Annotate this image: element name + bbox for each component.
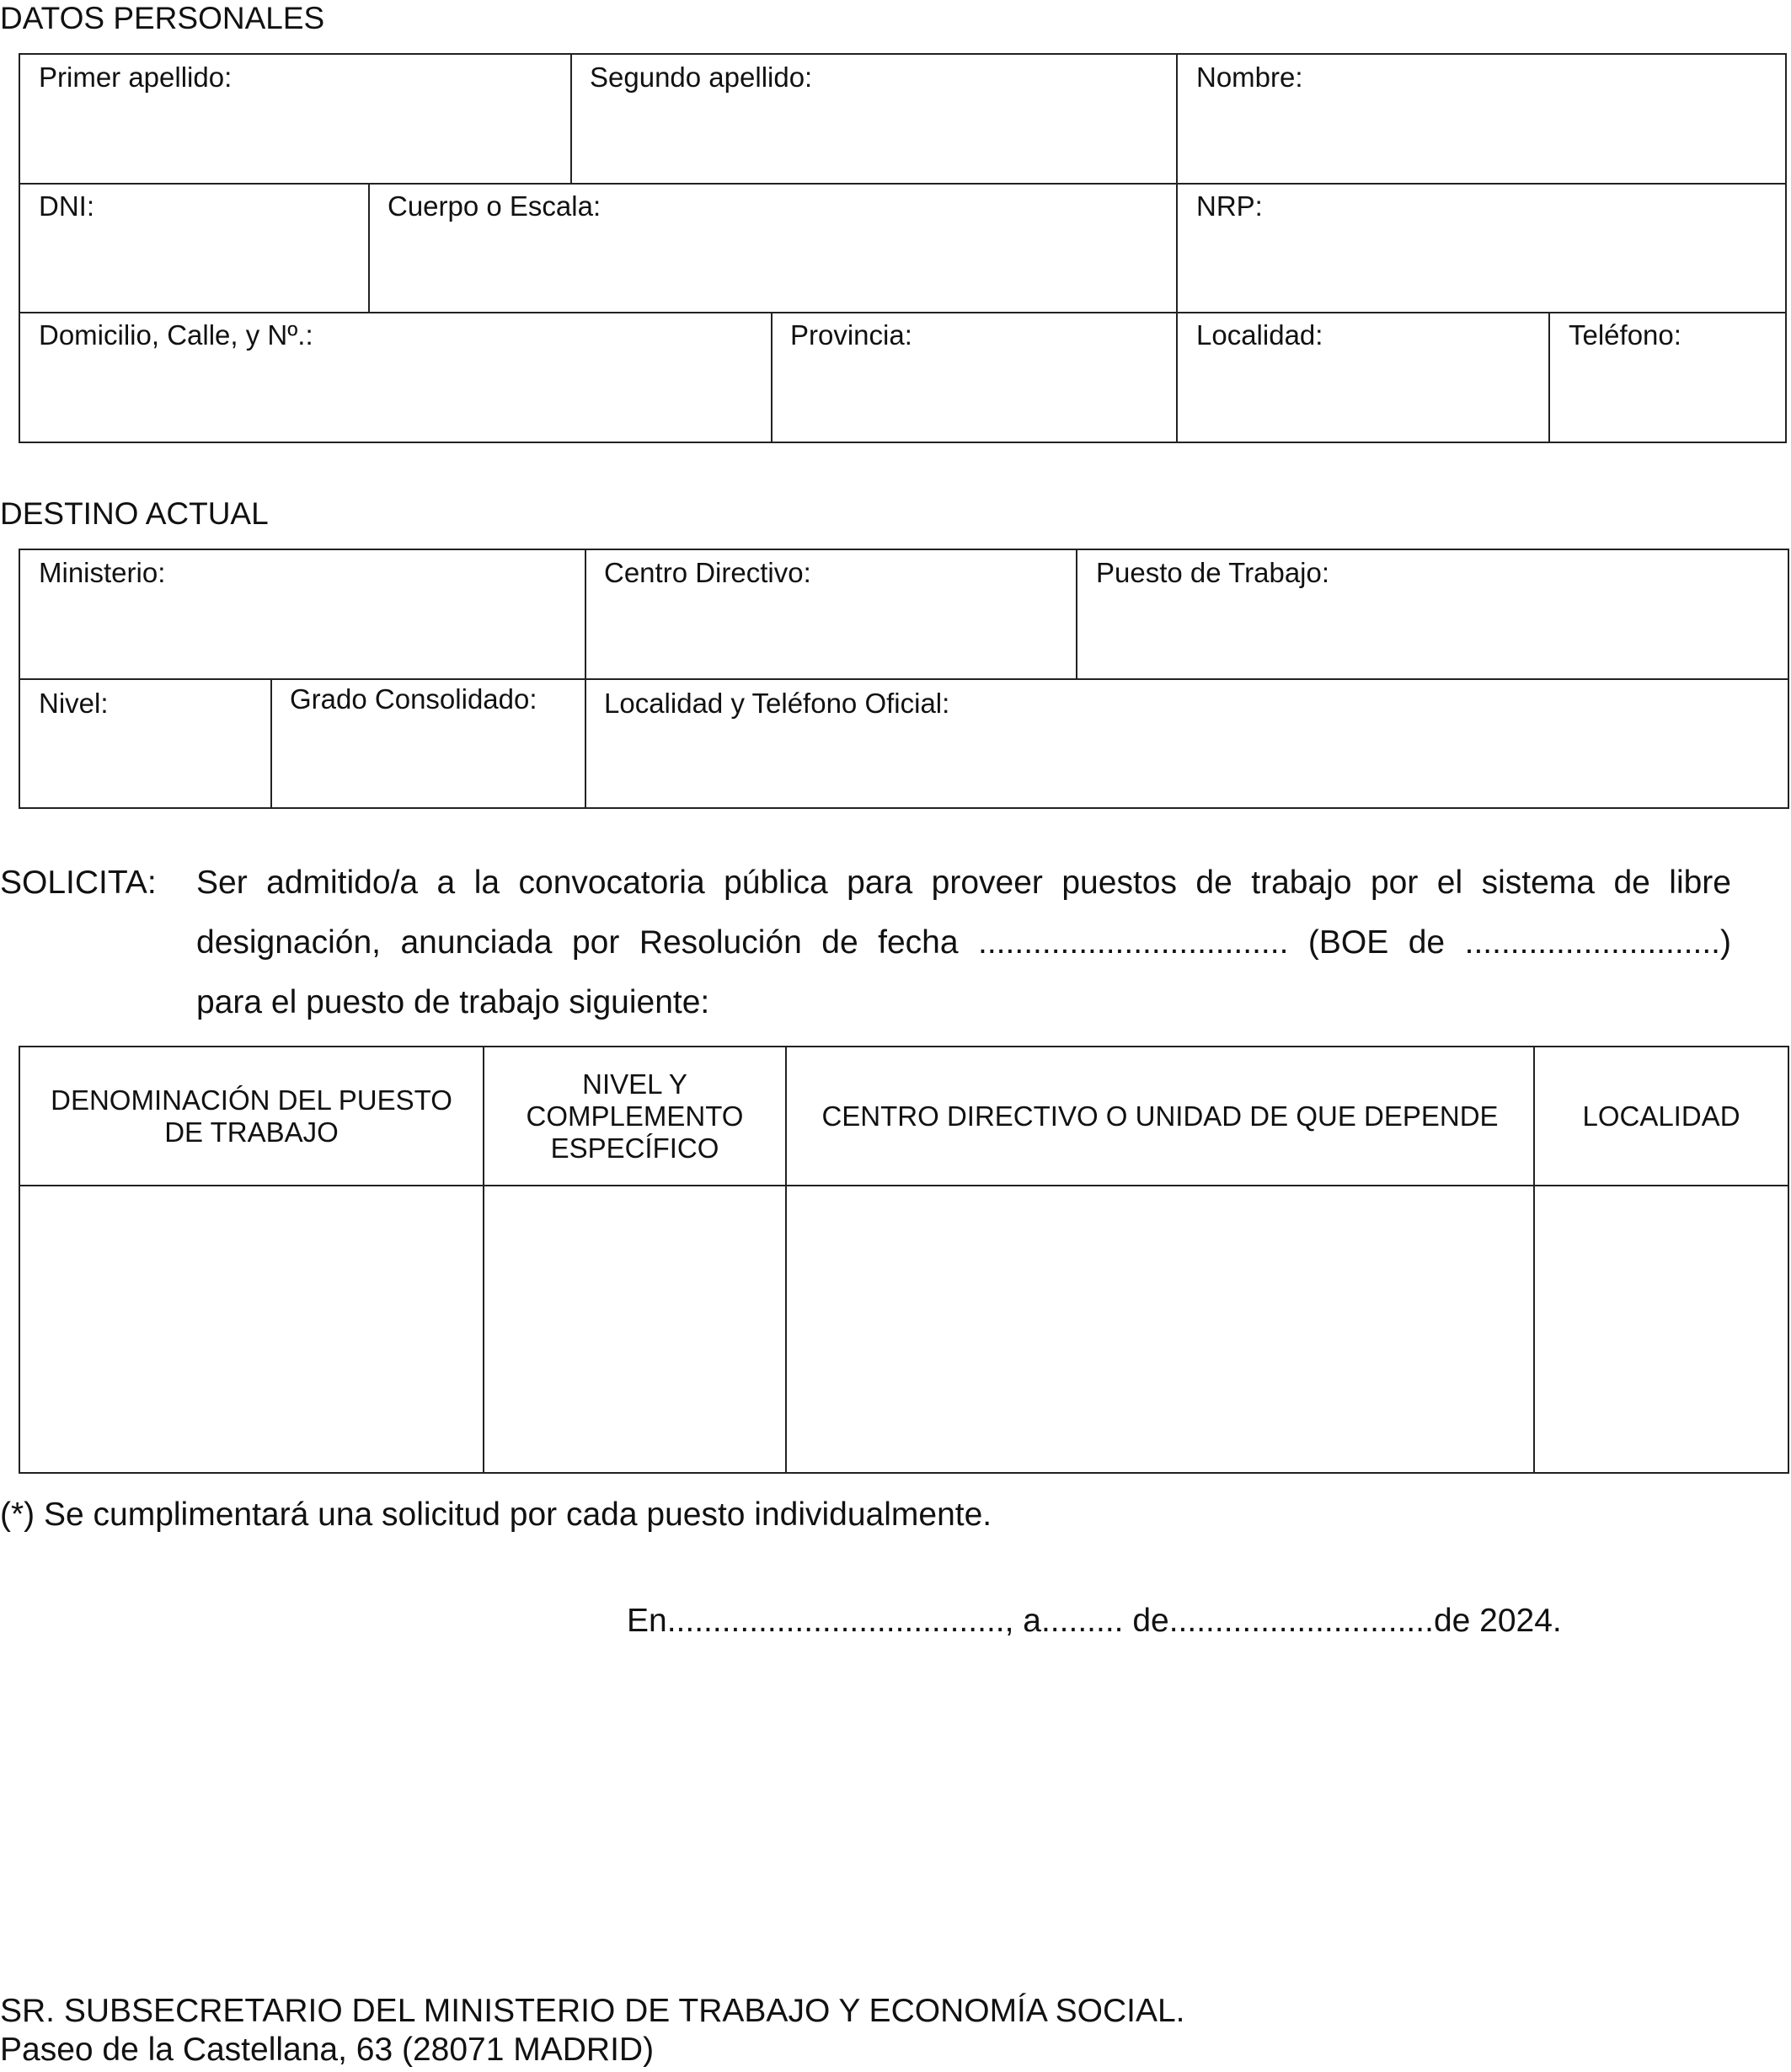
denominacion-cell[interactable] (20, 1186, 483, 1472)
centro-directivo-field[interactable]: Centro Directivo: (604, 557, 811, 588)
column-divider (1176, 55, 1178, 184)
dni-field[interactable]: DNI: (39, 190, 94, 222)
cuerpo-escala-field[interactable]: Cuerpo o Escala: (388, 190, 601, 222)
destinatario-line2: Paseo de la Castellana, 63 (28071 MADRID) (0, 2032, 655, 2068)
solicita-label: SOLICITA: (0, 865, 157, 901)
puesto-trabajo-field[interactable]: Puesto de Trabajo: (1096, 557, 1330, 588)
localidad-field[interactable]: Localidad: (1196, 319, 1323, 351)
segundo-apellido-field[interactable]: Segundo apellido: (590, 62, 813, 93)
solicita-text-line3: para el puesto de trabajo siguiente: (196, 984, 710, 1020)
grado-consolidado-field[interactable]: Grado Consolidado: (290, 683, 537, 715)
row-divider (20, 678, 1788, 680)
row-divider (20, 183, 1785, 185)
solicita-text-line2: designación, anunciada por Resolución de fecha .................................. (BOE de ............................) (196, 924, 1731, 961)
column-divider (570, 55, 572, 184)
column-divider (1548, 312, 1550, 442)
nombre-field[interactable]: Nombre: (1196, 62, 1303, 93)
column-divider (270, 678, 272, 807)
provincia-field[interactable]: Provincia: (790, 319, 912, 351)
ministerio-field[interactable]: Ministerio: (39, 557, 166, 588)
telefono-field[interactable]: Teléfono: (1569, 319, 1681, 351)
fecha-linea: En....................................., a......... de.............................de 2024. (627, 1603, 1562, 1639)
column-divider (368, 183, 370, 313)
header-localidad: LOCALIDAD (1582, 1100, 1740, 1132)
header-centro-directivo: CENTRO DIRECTIVO O UNIDAD DE QUE DEPENDE (821, 1100, 1499, 1132)
column-divider (1176, 312, 1178, 442)
solicita-text-line1: Ser admitido/a a la convocatoria pública para proveer puestos de trabajo por el sistema de libre (196, 865, 1731, 901)
column-divider (771, 312, 773, 442)
datos-personales-grid (19, 53, 1787, 443)
nrp-field[interactable]: NRP: (1196, 190, 1263, 222)
column-divider (585, 550, 586, 679)
destino-actual-grid (19, 549, 1789, 809)
puesto-table (19, 1046, 1789, 1474)
column-divider (1076, 550, 1077, 679)
datos-personales-title: DATOS PERSONALES (0, 1, 325, 35)
destino-actual-title: DESTINO ACTUAL (0, 496, 269, 531)
nivel-field[interactable]: Nivel: (39, 688, 109, 719)
primer-apellido-field[interactable]: Primer apellido: (39, 62, 233, 93)
nivel-complemento-cell[interactable] (484, 1186, 785, 1472)
row-divider (20, 312, 1785, 313)
column-divider (1176, 183, 1178, 313)
destinatario-line1: SR. SUBSECRETARIO DEL MINISTERIO DE TRABAJO Y ECONOMÍA SOCIAL. (0, 1993, 1185, 2029)
localidad-cell[interactable] (1535, 1186, 1788, 1472)
nota-text: (*) Se cumplimentará una solicitud por cada puesto individualmente. (0, 1496, 992, 1533)
localidad-telefono-field[interactable]: Localidad y Teléfono Oficial: (604, 688, 950, 719)
centro-directivo-cell[interactable] (787, 1186, 1533, 1472)
domicilio-field[interactable]: Domicilio, Calle, y Nº.: (39, 319, 313, 351)
header-nivel-complemento: NIVEL Y COMPLEMENTO ESPECÍFICO (526, 1068, 744, 1164)
column-divider (585, 678, 586, 807)
header-denominacion: DENOMINACIÓN DEL PUESTO DE TRABAJO (51, 1084, 452, 1148)
